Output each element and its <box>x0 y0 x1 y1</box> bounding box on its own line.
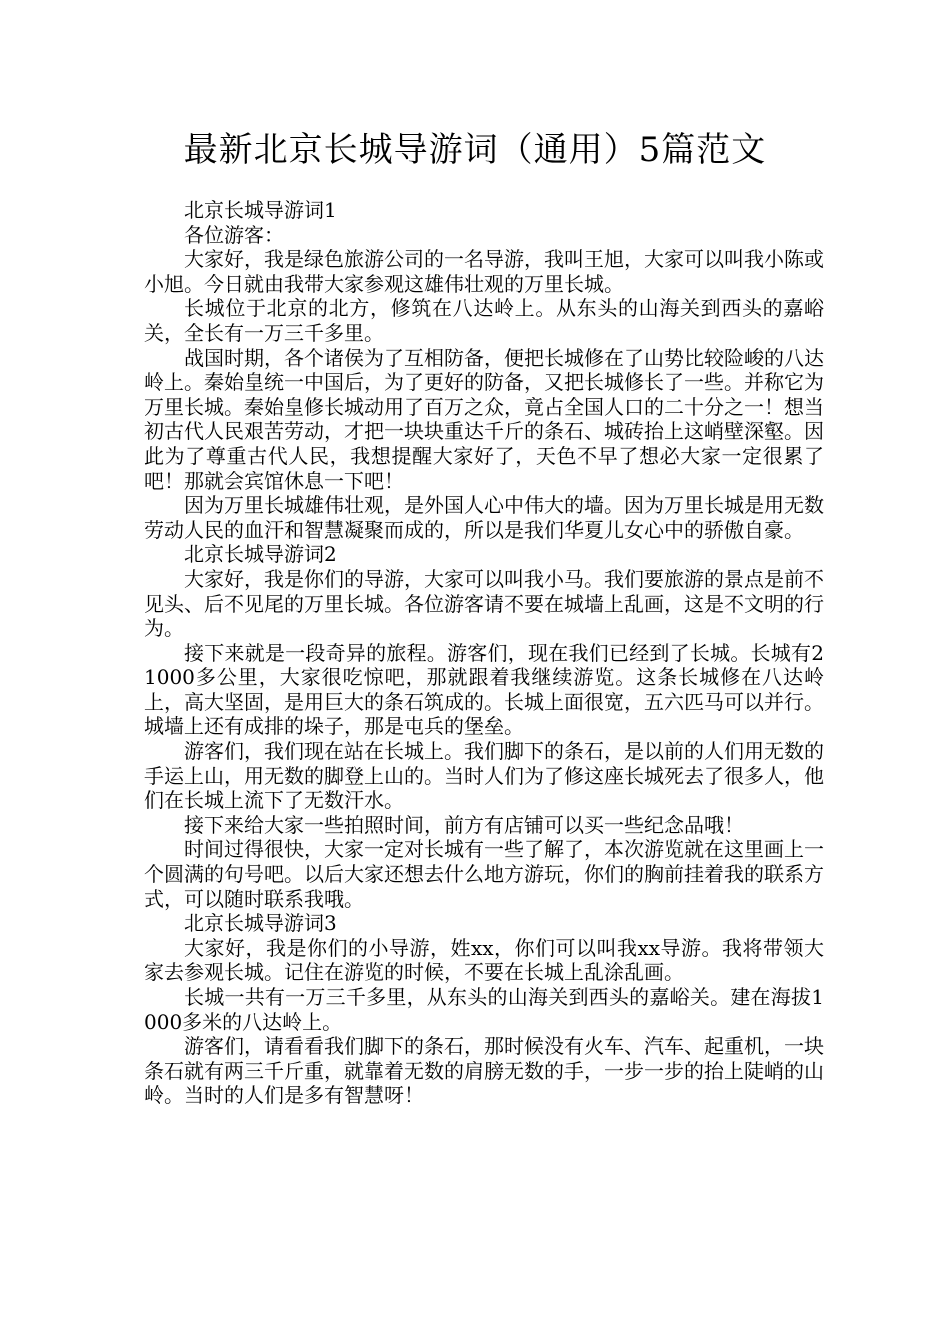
section-heading: 北京长城导游词3 <box>184 911 337 936</box>
paragraph: 因为万里长城雄伟壮观，是外国人心中伟大的墙。因为万里长城是用无数劳动人民的血汗和智慧凝聚而成的，所以是我们华夏儿女心中的骄傲自豪。 <box>144 493 824 542</box>
document-body <box>144 198 824 1108</box>
paragraph: 游客们，请看看我们脚下的条石，那时候没有火车、汽车、起重机，一块条石就有两三千斤重，就靠着无数的肩膀无数的手，一步一步的抬上陡峭的山岭。当时的人们是多有智慧呀！ <box>144 1034 824 1108</box>
paragraph: 时间过得很快，大家一定对长城有一些了解了，本次游览就在这里画上一个圆满的句号吧。以后大家还想去什么地方游玩，你们的胸前挂着我的联系方式，可以随时联系我哦。 <box>144 837 824 911</box>
section-heading: 北京长城导游词1 <box>184 198 337 222</box>
paragraph: 接下来给大家一些拍照时间，前方有店铺可以买一些纪念品哦！ <box>184 812 744 837</box>
section-heading: 北京长城导游词2 <box>184 542 337 567</box>
document-title: 最新北京长城导游词（通用）5篇范文 <box>183 130 767 170</box>
paragraph: 各位游客： <box>184 222 284 247</box>
paragraph: 长城位于北京的北方，修筑在八达岭上。从东头的山海关到西头的嘉峪关，全长有一万三千多里。 <box>144 296 824 345</box>
paragraph: 大家好，我是绿色旅游公司的一名导游，我叫王旭，大家可以叫我小陈或小旭。今日就由我带大家参观这雄伟壮观的万里长城。 <box>144 247 824 296</box>
paragraph: 大家好，我是你们的小导游，姓xx，你们可以叫我xx导游。我将带领大家去参观长城。记住在游览的时候，不要在长城上乱涂乱画。 <box>144 935 824 985</box>
paragraph: 接下来就是一段奇异的旅程。游客们，现在我们已经到了长城。长城有21000多公里，大家很吃惊吧，那就跟着我继续游览。这条长城修在八达岭上，高大坚固，是用巨大的条石筑成的。长城上面很宽，五六匹马可以并行。城墙上还有成排的垛子，那是屯兵的堡垒。 <box>144 640 824 739</box>
paragraph: 长城一共有一万三千多里，从东头的山海关到西头的嘉峪关。建在海拔1000多米的八达岭上。 <box>144 985 824 1034</box>
paragraph: 战国时期，各个诸侯为了互相防备，便把长城修在了山势比较险峻的八达岭上。秦始皇统一中国后，为了更好的防备，又把长城修长了一些。并称它为万里长城。秦始皇修长城动用了百万之众，竟占全国人口的二十分之一！想当初古代人民艰苦劳动，才把一块块重达千斤的条石、城砖抬上这峭壁深壑。因此为了尊重古代人民，我想提醒大家好了，天色不早了想必大家一定很累了吧！那就会宾馆休息一下吧！ <box>144 345 824 493</box>
paragraph: 游客们，我们现在站在长城上。我们脚下的条石，是以前的人们用无数的手运上山，用无数的脚登上山的。当时人们为了修这座长城死去了很多人，他们在长城上流下了无数汗水。 <box>144 739 824 813</box>
paragraph: 大家好，我是你们的导游，大家可以叫我小马。我们要旅游的景点是前不见头、后不见尾的万里长城。各位游客请不要在城墙上乱画，这是不文明的行为。 <box>144 566 824 641</box>
